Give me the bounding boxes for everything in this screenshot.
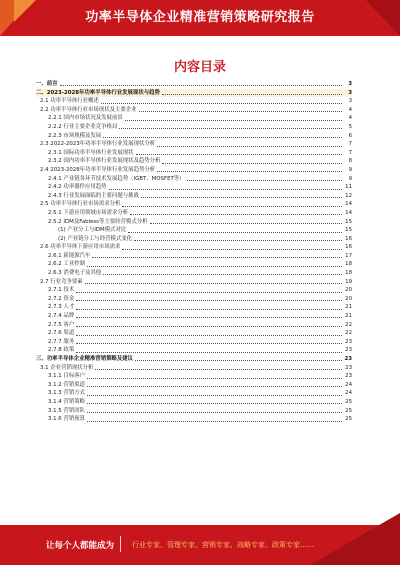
toc-entry-page: 5 (348, 123, 352, 130)
toc-leader-dots (128, 232, 342, 233)
toc-entry-title: 2.4 2023-2028年功率半导体行业发展趋势分析 (40, 166, 156, 173)
toc-leader-dots (130, 214, 342, 215)
toc-entry[interactable] (36, 286, 352, 295)
toc-leader-dots (119, 128, 342, 129)
toc-entry-title: 2.7.4 品牌 (48, 313, 75, 320)
toc-entry-title: 2.7 行业竞争要素 (40, 278, 83, 285)
toc-entry-title: 二、2023-2028年功率半导体行业发展现状与趋势 (36, 89, 160, 96)
report-title: 功率半导体企业精准营销策略研究报告 (85, 10, 315, 25)
footer-decoration (310, 513, 400, 565)
toc-entry[interactable] (36, 123, 352, 132)
toc-leader-dots (125, 120, 342, 121)
toc-entry[interactable] (36, 192, 352, 201)
toc-entry-title: 2.7.6 渠道 (48, 330, 75, 337)
toc-leader-dots (162, 163, 342, 164)
toc-entry[interactable] (36, 157, 352, 166)
toc-entry-page: 16 (345, 244, 352, 251)
toc-entry-title: 2.7.7 服务 (48, 338, 75, 345)
toc-entry[interactable] (36, 303, 352, 312)
toc-entry-page: 23 (344, 356, 352, 362)
toc-entry[interactable] (36, 415, 352, 424)
toc-entry[interactable] (36, 252, 352, 261)
toc-entry[interactable] (36, 235, 352, 244)
toc-entry[interactable] (36, 338, 352, 347)
toc-leader-dots (187, 180, 342, 181)
toc-entry-title: 2.6 功率半导体下游应用市场需求 (40, 244, 121, 251)
toc-leader-dots (76, 300, 342, 301)
toc-entry[interactable] (36, 132, 352, 141)
toc-entry-page: 20 (345, 295, 352, 302)
toc-entry-title: 一、前言 (36, 81, 58, 87)
toc-entry-page: 7 (348, 141, 352, 148)
toc-entry-page: 19 (345, 278, 352, 285)
toc-entry[interactable] (36, 106, 352, 115)
toc-entry-title: 3.1 企业营销现状分析 (40, 364, 94, 371)
toc-leader-dots (103, 137, 342, 138)
toc-entry-page: 11 (345, 184, 352, 191)
toc-entry-page: 20 (345, 287, 352, 294)
toc-leader-dots (122, 249, 342, 250)
toc-leader-dots (150, 223, 343, 224)
toc-entry-title: 2.6.1 新能源汽车 (48, 252, 91, 259)
toc-entry[interactable] (36, 89, 352, 98)
toc-entry-title: (2) 产业链分工与经营模式变化 (58, 235, 133, 242)
toc-leader-dots (157, 146, 342, 147)
toc-entry[interactable] (36, 321, 352, 330)
toc-entry-page: 25 (345, 416, 352, 423)
footer-divider (120, 536, 121, 552)
toc-leader-dots (60, 85, 342, 86)
toc-entry-title: 3.1.6 营销预算 (48, 416, 85, 423)
toc-leader-dots (76, 343, 342, 344)
toc-entry[interactable] (36, 407, 352, 416)
toc-leader-dots (122, 206, 342, 207)
toc-entry-page: 9 (348, 166, 352, 173)
toc-entry[interactable] (36, 80, 352, 89)
toc-entry-title: 3.1.5 营销团队 (48, 407, 85, 414)
toc-entry-title: (1) 产业分工与IDM模式对比 (58, 227, 127, 234)
toc-entry[interactable] (36, 175, 352, 184)
toc-entry[interactable] (36, 269, 352, 278)
toc-entry-page: 3 (348, 81, 352, 87)
toc-entry-page: 23 (345, 364, 352, 371)
toc-leader-dots (141, 197, 342, 198)
toc-heading: 内容目录 (173, 60, 226, 75)
toc-leader-dots (136, 154, 342, 155)
toc-entry-title: 2.3 2022-2023年功率半导体行业发展现状分析 (40, 141, 156, 148)
toc-leader-dots (87, 266, 342, 267)
toc-entry-title: 2.3.1 国际功率半导体行业发展现状 (48, 149, 134, 156)
toc-entry[interactable] (36, 355, 352, 364)
toc-entry-page: 16 (345, 235, 352, 242)
report-header (0, 0, 400, 36)
toc-entry-title: 2.2.3 市场规模及发展 (48, 132, 102, 139)
toc-entry[interactable] (36, 209, 352, 218)
toc-entry-page: 15 (345, 227, 352, 234)
toc-entry[interactable] (36, 114, 352, 123)
toc-leader-dots (76, 352, 342, 353)
toc-entry[interactable] (36, 389, 352, 398)
toc-entry-page: 21 (345, 304, 352, 311)
toc-entry[interactable] (36, 97, 352, 106)
toc-leader-dots (92, 257, 342, 258)
header-decoration-right (366, 0, 400, 36)
toc-entry-title: 2.6.2 工业控制 (48, 261, 85, 268)
toc-entry[interactable] (36, 140, 352, 149)
toc-leader-dots (139, 111, 342, 112)
toc-entry-title: 2.6.3 消费电子及其他 (48, 270, 102, 277)
toc-entry-page: 6 (348, 132, 352, 139)
toc-entry-page: 4 (348, 115, 352, 122)
toc-entry-page: 4 (348, 106, 352, 113)
toc-entry-page: 23 (345, 338, 352, 345)
toc-entry[interactable] (36, 398, 352, 407)
toc-leader-dots (87, 421, 342, 422)
toc-leader-dots (103, 274, 342, 275)
toc-entry-title: 2.7.3 人才 (48, 304, 75, 311)
toc-entry-title: 2.4.3 行业发展面临的主要问题与挑战 (48, 192, 139, 199)
toc-entry[interactable] (36, 183, 352, 192)
toc-entry-title: 3.1.4 营销策略 (48, 398, 85, 405)
toc-entry-page: 9 (348, 175, 352, 182)
toc-entry-page: 23 (345, 373, 352, 380)
toc-leader-dots (76, 309, 342, 310)
toc-entry[interactable] (36, 364, 352, 373)
toc-entry[interactable] (36, 200, 352, 209)
toc-leader-dots (76, 335, 342, 336)
toc-entry[interactable] (36, 381, 352, 390)
toc-entry-title: 2.5.2 IDM及Fabless等主要经营模式分析 (48, 218, 148, 225)
toc-entry-page: 3 (348, 98, 352, 105)
toc-entry-page: 21 (345, 313, 352, 320)
toc-entry-page: 18 (345, 261, 352, 268)
toc-entry-title: 2.2.1 国内市场状况及发展前景 (48, 115, 123, 122)
toc-entry[interactable] (36, 372, 352, 381)
toc-entry-page: 22 (345, 330, 352, 337)
toc-leader-dots (76, 292, 342, 293)
toc-leader-dots (85, 283, 342, 284)
toc-entry[interactable] (36, 260, 352, 269)
toc-leader-dots (76, 317, 342, 318)
toc-entry-page: 22 (345, 321, 352, 328)
toc-entry-title: 2.7.1 技术 (48, 287, 75, 294)
toc-leader-dots (109, 189, 342, 190)
toc-entry-title: 2.4.1 产业链各环节技术发展趋势（IGBT、MOSFET等） (48, 175, 185, 182)
toc-entry-page: 24 (345, 390, 352, 397)
toc-entry-title: 3.1.3 营销方式 (48, 390, 85, 397)
toc-leader-dots (101, 103, 342, 104)
toc-entry-title: 2.4.2 功率器件应用趋势 (48, 184, 107, 191)
report-footer (0, 525, 400, 565)
toc-entry-title: 2.7.8 政策 (48, 347, 75, 354)
toc-entry[interactable] (36, 166, 352, 175)
toc-entry-page: 8 (348, 158, 352, 165)
table-of-contents (36, 80, 352, 424)
toc-entry-page: 25 (345, 398, 352, 405)
toc-leader-dots (87, 412, 342, 413)
toc-entry-page: 7 (348, 149, 352, 156)
toc-entry-title: 2.5 功率半导体行业市场需求分析 (40, 201, 121, 208)
toc-entry[interactable] (36, 329, 352, 338)
toc-leader-dots (95, 369, 342, 370)
toc-entry-title: 2.3.2 国内功率半导体行业发展现状及趋势分析 (48, 158, 161, 165)
toc-entry-page: 18 (345, 270, 352, 277)
toc-entry[interactable] (36, 218, 352, 227)
toc-entry-title: 2.2 功率半导体行业市场现状及主要企业 (40, 106, 137, 113)
toc-entry-title: 2.7.5 客户 (48, 321, 75, 328)
toc-leader-dots (87, 378, 342, 379)
toc-entry-page: 15 (345, 218, 352, 225)
toc-entry-page: 24 (345, 381, 352, 388)
toc-entry[interactable] (36, 226, 352, 235)
toc-entry-page: 25 (345, 407, 352, 414)
toc-entry[interactable] (36, 149, 352, 158)
toc-leader-dots (135, 360, 342, 361)
toc-leader-dots (87, 395, 342, 396)
toc-entry-title: 3.1.1 目标客户 (48, 373, 85, 380)
toc-entry-title: 3.1.2 营销渠道 (48, 381, 85, 388)
toc-entry-title: 2.7.2 资金 (48, 295, 75, 302)
toc-entry[interactable] (36, 312, 352, 321)
toc-leader-dots (87, 403, 342, 404)
toc-entry-title: 三、功率半导体企业精准营销策略及建议 (36, 356, 134, 362)
footer-slogan: 让每个人都能成为 (46, 541, 115, 551)
toc-entry-page: 3 (348, 89, 352, 96)
toc-entry-page: 12 (345, 192, 352, 199)
toc-entry[interactable] (36, 346, 352, 355)
footer-slogan-tagline: 行业专家、管理专家、营销专家、战略专家、政策专家…… (132, 541, 314, 549)
toc-entry-page: 23 (345, 347, 352, 354)
toc-entry-page: 14 (345, 201, 352, 208)
toc-entry-title: 2.2.2 行业主要企业竞争格局 (48, 123, 118, 130)
toc-entry-title: 2.5.1 下游应用领域市场需求分析 (48, 209, 129, 216)
toc-entry-page: 17 (345, 252, 352, 259)
toc-entry[interactable] (36, 278, 352, 287)
header-decoration-left-inner (14, 0, 36, 22)
toc-entry-page: 14 (345, 209, 352, 216)
toc-entry[interactable] (36, 295, 352, 304)
toc-entry[interactable] (36, 243, 352, 252)
toc-leader-dots (157, 171, 342, 172)
toc-leader-dots (87, 386, 342, 387)
toc-entry-title: 2.1 功率半导体行业概述 (40, 98, 99, 105)
toc-leader-dots (162, 94, 342, 95)
toc-leader-dots (76, 326, 342, 327)
toc-leader-dots (134, 240, 342, 241)
